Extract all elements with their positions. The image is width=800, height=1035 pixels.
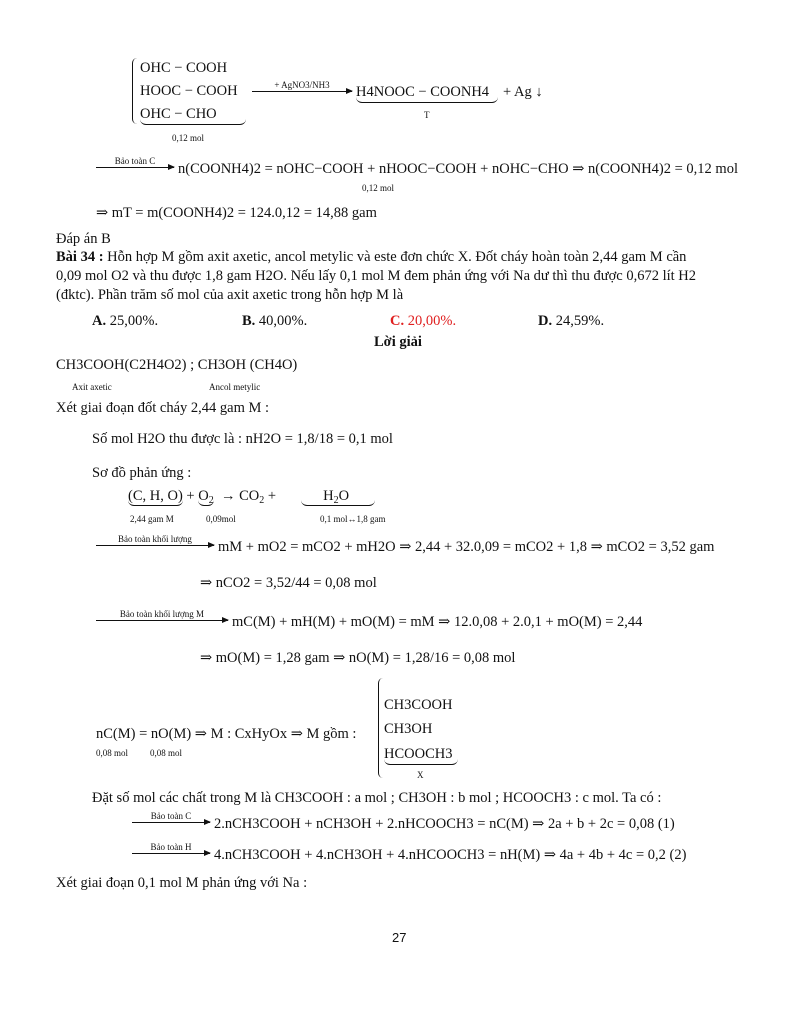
reagent-label: + AgNO3/NH3 <box>274 80 330 91</box>
formula-under-c: 0,08 mol <box>96 748 129 758</box>
mass-m-arrow <box>96 607 228 624</box>
mass-m-label: Bảo toàn khối lượng M <box>119 609 205 620</box>
m-component-1: CH3COOH <box>384 697 453 713</box>
product-label: T <box>424 110 430 120</box>
m-components-brace <box>378 678 383 778</box>
scheme-title: Sơ đồ phản ứng : <box>92 465 192 481</box>
option-d-value: 24,59%. <box>555 313 605 329</box>
scheme-oxygen: $O_2$ <box>198 488 214 506</box>
carbon-balance-label: Bảo toàn C <box>114 156 156 167</box>
option-c-value: 20,00%. <box>407 313 457 329</box>
x-label: X <box>417 770 424 780</box>
stage2-text: Xét giai đoạn 0,1 mol M phản ứng với Na : <box>56 875 308 891</box>
option-c-key: C. <box>390 313 405 329</box>
m-component-3-text: HCOOCH3 <box>384 746 453 762</box>
problem-line-1: Hỗn hợp M gồm axit axetic, ancol metylic và este đơn chức X. Đốt cháy hoàn toàn 2,44 gam M cần <box>107 249 687 265</box>
mass-balance-arrow <box>96 532 214 549</box>
mo-equation: ⇒ mO(M) = 1,28 gam ⇒ nO(M) = 1,28/16 = 0,08 mol <box>200 650 516 666</box>
carbon-balance-equation: n(COONH4)2 = nOHC−COOH + nHOOC−COOH + nOHC−CHO ⇒ n(COONH4)2 = 0,12 mol <box>178 161 738 177</box>
problem-line-3: (đktc). Phần trăm số mol của axit axetic trong hỗn hợp M là <box>56 287 404 303</box>
mass-balance-label: Bảo toàn khối lượng <box>118 534 192 545</box>
carbon-balance-under: 0,12 mol <box>362 183 395 193</box>
option-a-key: A. <box>92 313 107 329</box>
compounds-line: CH3COOH(C2H4O2) ; CH3OH (CH4O) <box>56 357 298 373</box>
nco2-equation: ⇒ nCO2 = 3,52/44 = 0,08 mol <box>200 575 377 591</box>
mass-balance-equation: mM + mO2 = mCO2 + mH2O ⇒ 2,44 + 32.0,09 = mCO2 + 1,8 ⇒ mCO2 = 3,52 gam <box>218 539 715 555</box>
mass-t-equation: ⇒ mT = m(COONH4)2 = 124.0,12 = 14,88 gam <box>96 205 377 221</box>
list-moles: 0,12 mol <box>172 133 205 143</box>
formula-line: nC(M) = nO(M) ⇒ M : CxHyOx ⇒ M gồm : <box>96 726 357 742</box>
scheme-label-h2o: 0,1 mol↔1,8 gam <box>320 514 386 524</box>
product-formula-text: H4NOOC − COONH4 <box>356 84 490 100</box>
formula-under-o: 0,08 mol <box>150 748 183 758</box>
list-item-3 <box>140 106 246 125</box>
scheme-reactant: (C, H, O) <box>128 488 183 504</box>
option-c <box>390 313 456 330</box>
scheme-water: $H_2O$ <box>301 488 375 506</box>
option-b-key: B. <box>242 313 256 329</box>
problem-number: Bài 34 : <box>56 249 104 265</box>
list-item-1: OHC − COOH <box>140 60 228 76</box>
stage1-text: Xét giai đoạn đốt cháy 2,44 gam M : <box>56 400 270 416</box>
page-number: 27 <box>392 930 407 945</box>
scheme-label-m: 2,44 gam M <box>130 514 174 524</box>
c-balance-label: Bảo toàn C <box>150 811 192 822</box>
product-formula <box>356 84 498 103</box>
set-moles-text: Đặt số mol các chất trong M là CH3COOH : a mol ; CH3OH : b mol ; HCOOCH3 : c mol. Ta có : <box>92 790 662 806</box>
c-balance-arrow <box>132 809 210 826</box>
option-b-value: 40,00%. <box>258 313 308 329</box>
reagent-arrow <box>252 78 352 95</box>
option-d <box>538 313 604 330</box>
h2o-moles: Số mol H2O thu được là : nH2O = 1,8/18 = 0,1 mol <box>92 431 393 447</box>
h-balance-arrow <box>132 840 210 857</box>
problem-text-1 <box>56 249 686 266</box>
option-d-key: D. <box>538 313 553 329</box>
c-balance-equation: 2.nCH3COOH + nCH3OH + 2.nHCOOCH3 = nC(M) ⇒ 2a + b + 2c = 0,08 (1) <box>214 816 675 832</box>
aldehyde-acid-list <box>132 58 137 124</box>
label-ancol: Ancol metylic <box>209 382 261 392</box>
problem-line-2: 0,09 mol O2 và thu được 1,8 gam H2O. Nếu lấy 0,1 mol M đem phản ứng với Na dư thì thu được 0,672 lít H2 <box>56 268 697 284</box>
option-b <box>242 313 307 330</box>
option-a <box>92 313 158 330</box>
solution-title: Lời giải <box>374 334 422 350</box>
m-component-3 <box>384 746 458 765</box>
list-item-3-text: OHC − CHO <box>140 106 217 122</box>
h-balance-label: Bảo toàn H <box>150 842 192 853</box>
mass-m-equation: mC(M) + mH(M) + mO(M) = mM ⇒ 12.0,08 + 2.0,1 + mO(M) = 2,44 <box>232 614 643 630</box>
list-item-2: HOOC − COOH <box>140 83 238 99</box>
silver-precipitate: + Ag ↓ <box>503 84 543 100</box>
scheme-equation: (C, H, $O) + O_2 \to CO_2$ + $H_2O$ <box>128 488 375 506</box>
h-balance-equation: 4.nCH3COOH + 4.nCH3OH + 4.nHCOOCH3 = nH(M) ⇒ 4a + 4b + 4c = 0,2 (2) <box>214 847 687 863</box>
m-component-2: CH3OH <box>384 721 433 737</box>
option-a-value: 25,00%. <box>109 313 159 329</box>
answer-label: Đáp án B <box>56 231 111 247</box>
label-axit: Axit axetic <box>72 382 112 392</box>
scheme-label-o2: 0,09mol <box>206 514 236 524</box>
carbon-balance-arrow <box>96 154 174 171</box>
